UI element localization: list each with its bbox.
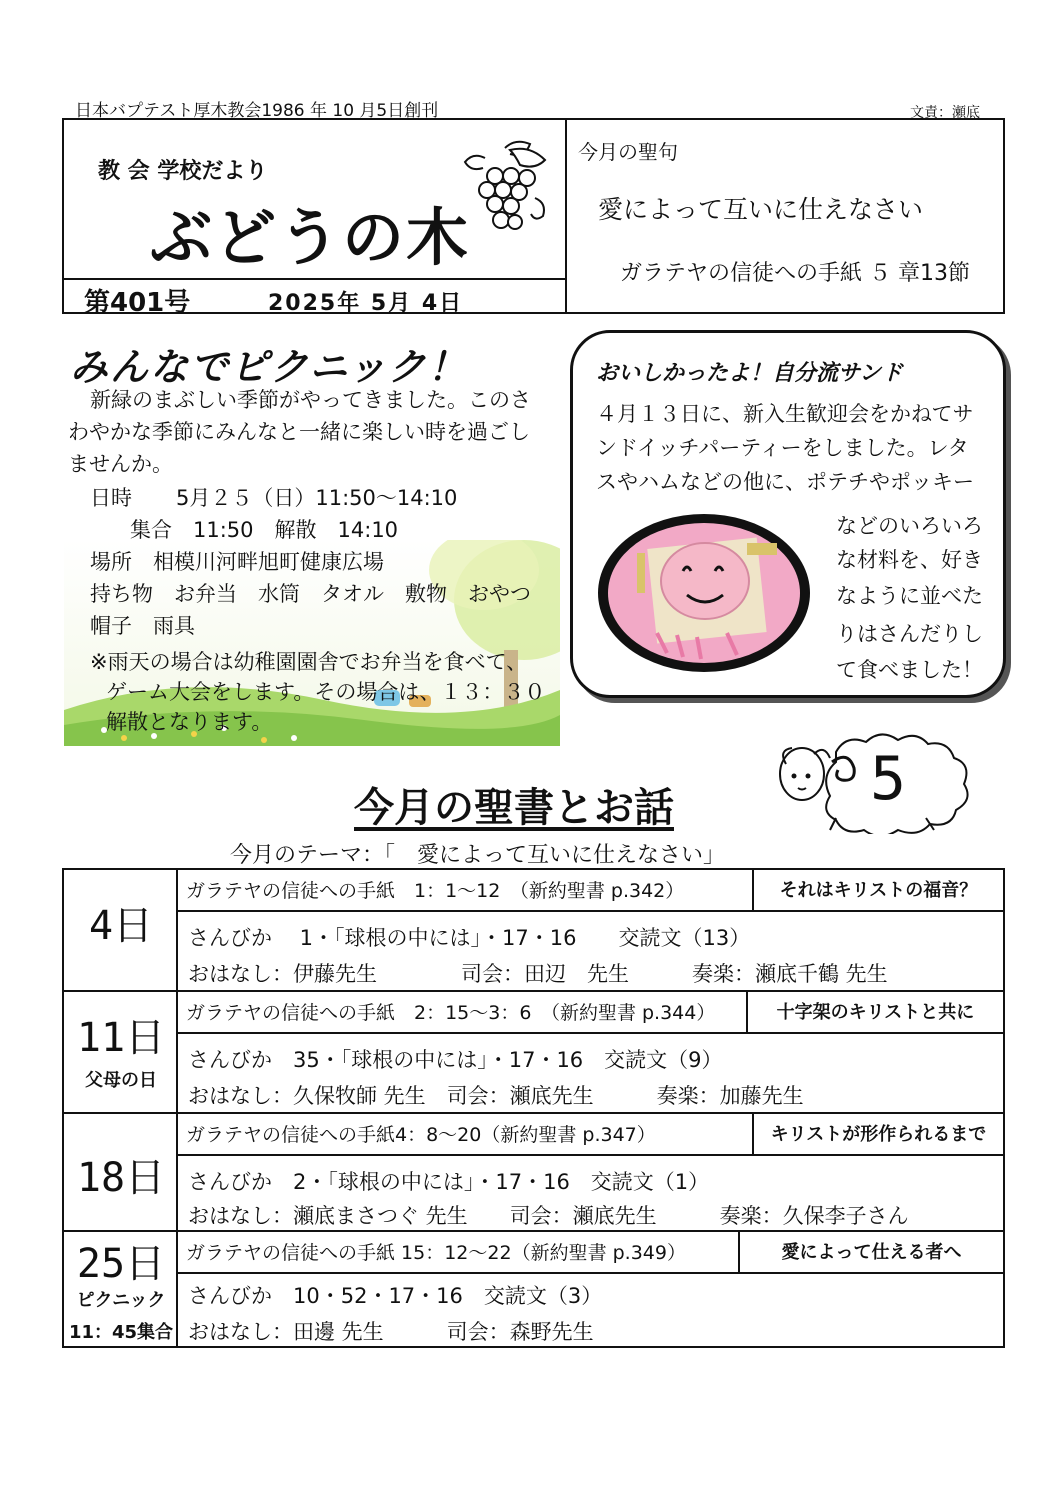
verse-heading: 今月の聖句 bbox=[578, 140, 678, 164]
table-row bbox=[62, 868, 1005, 992]
date-note-time: 11：45集合 bbox=[68, 1322, 174, 1343]
bible-reading: ガラテヤの信徒への手紙 1：1～12 （新約聖書 p.342） bbox=[178, 870, 756, 912]
service-date: 4日 bbox=[88, 903, 154, 949]
schedule-table bbox=[62, 868, 1005, 1348]
monthly-verse: 愛によって互いに仕えなさい bbox=[598, 195, 924, 224]
sermon-topic: 十字架のキリストと共に bbox=[746, 992, 1003, 1034]
bible-reading: ガラテヤの信徒への手紙4：8～20（新約聖書 p.347） bbox=[178, 1114, 756, 1156]
picnic-date-value: 5月２５（日）11:50～14:10 bbox=[176, 486, 458, 510]
author-credit: 文責：瀬底 bbox=[910, 105, 980, 121]
picnic-title: みんなでピクニック！ bbox=[70, 345, 468, 389]
sermon-topic: 愛によって仕える者へ bbox=[738, 1232, 1003, 1274]
speaker-line: おはなし：瀬底まさつぐ 先生 司会：瀬底先生 奏楽：久保李子さん bbox=[188, 1204, 909, 1228]
sandwich-text-line: て食べました！ bbox=[836, 658, 983, 682]
sandwich-title: おいしかったよ！自分流サンド bbox=[596, 361, 903, 386]
date-cell bbox=[64, 1114, 178, 1230]
date-note: 父母の日 bbox=[85, 1070, 157, 1091]
sandwich-text-line: ンドイッチパーティーをしました。レタ bbox=[596, 436, 969, 460]
issue-number: 第401号 bbox=[84, 288, 191, 318]
table-row bbox=[62, 1230, 1005, 1348]
masthead-divider bbox=[565, 118, 567, 314]
picnic-place: 場所 相模川河畔旭町健康広場 bbox=[90, 550, 384, 574]
rain-note: ※雨天の場合は幼稚園園舎でお弁当を食べて、 bbox=[90, 650, 528, 674]
date-cell bbox=[64, 870, 178, 990]
hymn-line: さんびか 10・52・17・16 交読文（3） bbox=[188, 1284, 603, 1308]
date-cell bbox=[64, 992, 178, 1112]
sandwich-text-line: な材料を、好き bbox=[836, 548, 983, 572]
service-date: 25日 bbox=[76, 1241, 166, 1287]
table-row bbox=[62, 1112, 1005, 1232]
picnic-intro: 新緑のまぶしい季節がやってきました。このさわやかな季節にみんなと一緒に楽しい時を過ごしませんか。 bbox=[68, 388, 531, 476]
hymn-line: さんびか 2・「球根の中には」・17・16 交読文（1） bbox=[188, 1170, 710, 1194]
sermon-topic: それはキリストの福音？ bbox=[752, 870, 1003, 912]
date-cell bbox=[64, 1232, 178, 1346]
service-date: 18日 bbox=[76, 1155, 166, 1201]
rain-note-line-2: ゲーム大会をします。その場合は、１３：３０ bbox=[106, 680, 546, 704]
masthead-issue-divider bbox=[62, 278, 567, 280]
verse-reference: ガラテヤの信徒への手紙 ５ 章13節 bbox=[620, 261, 970, 286]
picnic-date-label: 日時 bbox=[90, 486, 132, 510]
issue-date: 2025年 5月 4日 bbox=[268, 291, 464, 316]
picnic-items-extra: 帽子 雨具 bbox=[90, 614, 195, 638]
sandwich-photo bbox=[597, 513, 811, 673]
grape-icon bbox=[455, 138, 555, 243]
sermon-topic: キリストが形作られるまで bbox=[752, 1114, 1003, 1156]
speaker-line: おはなし：田邊 先生 司会：森野先生 bbox=[188, 1320, 594, 1344]
picnic-items: 持ち物 お弁当 水筒 タオル 敷物 おやつ bbox=[90, 582, 531, 606]
issue-badge: 5 bbox=[870, 744, 907, 814]
picnic-meet-time: 集合 11:50 解散 14:10 bbox=[130, 518, 399, 542]
bible-reading: ガラテヤの信徒への手紙 15：12～22（新約聖書 p.349） bbox=[178, 1232, 742, 1274]
sandwich-text-line: などのいろいろ bbox=[836, 514, 983, 538]
sandwich-text-line: ４月１３日に、新入生歓迎会をかねてサ bbox=[596, 402, 974, 426]
sandwich-text-line: スやハムなどの他に、ポテチやポッキー bbox=[596, 470, 974, 494]
monthly-theme: 今月のテーマ：「 愛によって互いに仕えなさい」 bbox=[230, 843, 726, 868]
hymn-line: さんびか 35・「球根の中には」・17・16 交読文（9） bbox=[188, 1048, 723, 1072]
newsletter-subtitle: 教 会 学校だより bbox=[98, 159, 268, 184]
church-info-line: 日本バプテスト厚木教会1986 年 10 月5日創刊 bbox=[75, 101, 439, 121]
service-date: 11日 bbox=[76, 1015, 166, 1061]
date-note: ピクニック bbox=[76, 1290, 166, 1311]
newsletter-title: ぶどうの木 bbox=[150, 201, 471, 274]
table-row bbox=[62, 990, 1005, 1114]
hymn-line: さんびか 1・「球根の中には」・17・16 交読文（13） bbox=[188, 926, 751, 950]
bible-reading: ガラテヤの信徒への手紙 2：15～3：6 （新約聖書 p.344） bbox=[178, 992, 750, 1034]
sandwich-text-line: なように並べた bbox=[836, 584, 983, 608]
monthly-section-title: 今月の聖書とお話 bbox=[354, 785, 674, 831]
speaker-line: おはなし：伊藤先生 司会：田辺 先生 奏楽：瀬底千鶴 先生 bbox=[188, 962, 888, 986]
sandwich-text-line: りはさんだりし bbox=[836, 622, 983, 646]
speaker-line: おはなし：久保牧師 先生 司会：瀬底先生 奏楽：加藤先生 bbox=[188, 1084, 804, 1108]
rain-note-line-3: 解散となります。 bbox=[106, 710, 273, 734]
